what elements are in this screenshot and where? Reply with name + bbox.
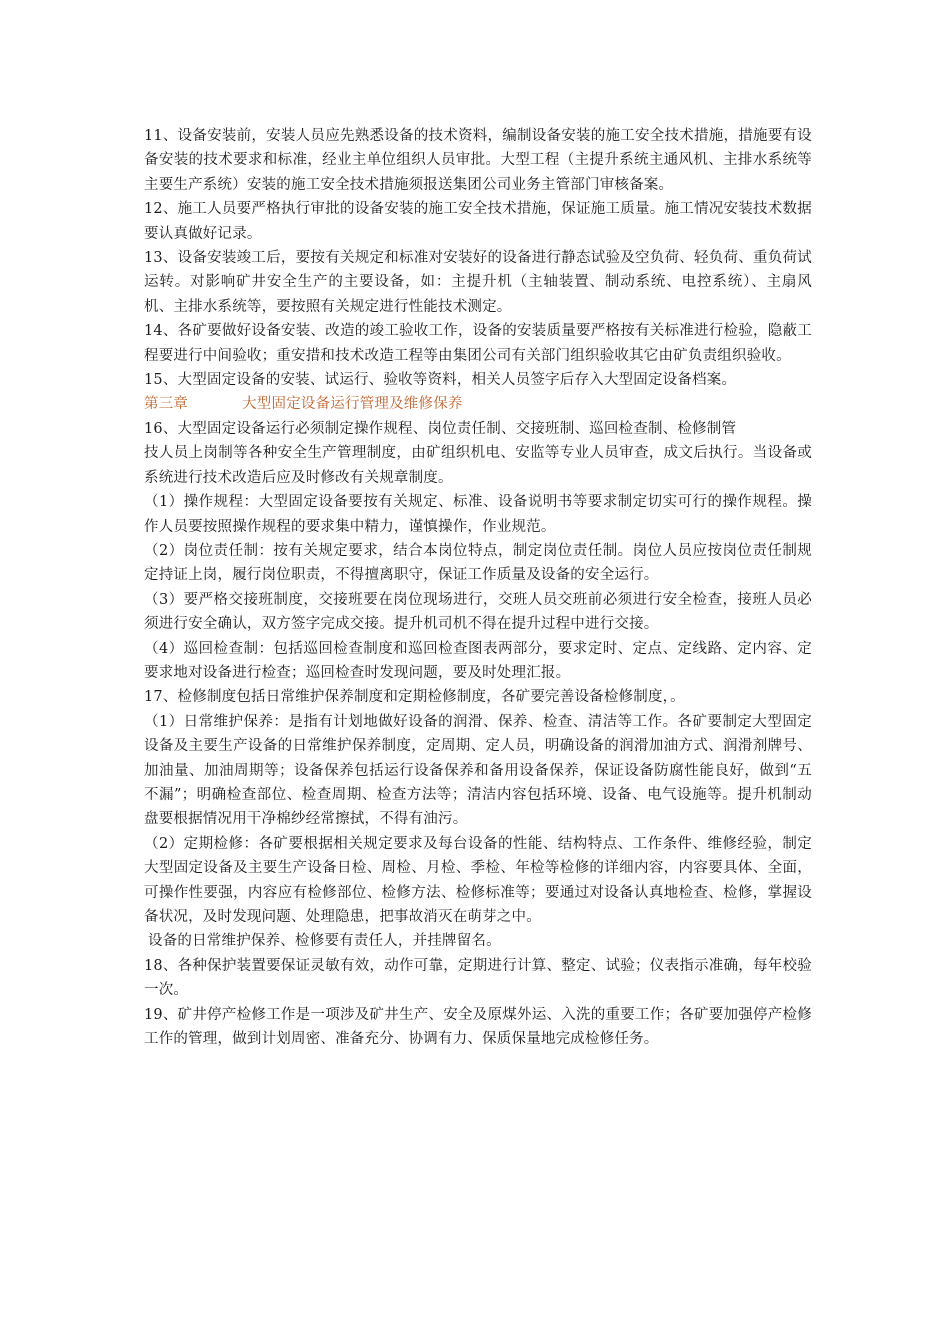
- paragraph-16-continued: 技人员上岗制等各种安全生产管理制度，由矿组织机电、安监等专业人员审查，成文后执行。当设备或系统进行技术改造后应及时修改有关规章制度。: [144, 445, 812, 486]
- paragraph-16-intro: 16、大型固定设备运行必须制定操作规程、岗位责任制、交接班制、巡回检查制、检修制管: [144, 420, 737, 437]
- paragraph-19: 19、矿井停产检修工作是一项涉及矿井生产、安全及原煤外运、入洗的重要工作；各矿要加强停产检修工作的管理，做到计划周密、准备充分、协调有力、保质保量地完成检修任务。: [144, 1006, 812, 1048]
- paragraph-12: 12、施工人员要严格执行审批的设备安装的施工安全技术措施，保证施工质量。施工情况安装技术数据要认真做好记录。: [144, 201, 812, 242]
- chapter-heading: [144, 392, 812, 416]
- paragraph-17-note: 设备的日常维护保养、检修要有责任人，并挂牌留名。: [148, 933, 501, 950]
- paragraph-18: 18、各种保护装置要保证灵敏有效，动作可靠，定期进行计算、整定、试验；仪表指示准确，每年校验一次。: [144, 957, 812, 999]
- chapter-number: 第三章: [144, 396, 189, 413]
- paragraph-16-item-4: （4）巡回检查制：包括巡回检查制度和巡回检查图表两部分，要求定时、定点、定线路、定内容、定要求地对设备进行检查；巡回检查时发现问题，要及时处理汇报。: [144, 640, 812, 681]
- paragraph-13: 13、设备安装竣工后，要按有关规定和标准对安装好的设备进行静态试验及空负荷、轻负荷、重负荷试运转。对影响矿井安全生产的主要设备，如：主提升机（主轴装置、制动系统、电控系统）、主扇风机、主排水系统等，要按照有关规定进行性能技术测定。: [144, 250, 812, 315]
- paragraph-17-item-1: （1）日常维护保养：是指有计划地做好设备的润滑、保养、检查、清洁等工作。各矿要制定大型固定设备及主要生产设备的日常维护保养制度，定周期、定人员，明确设备的润滑加油方式、润滑剂牌号、加油量、加油周期等；设备保养包括运行设备保养和备用设备保养，保证设备防腐性能良好，做到“五不漏”；明确检查部位、检查周期、检查方法等；清洁内容包括环境、设备、电气设施等。提升机制动盘要根据情况用干净棉纱经常擦拭，不得有油污。: [144, 713, 812, 828]
- paragraph-14: 14、各矿要做好设备安装、改造的竣工验收工作，设备的安装质量要严格按有关标准进行检验，隐蔽工程要进行中间验收；重安措和技术改造工程等由集团公司有关部门组织验收其它由矿负责组织验收。: [144, 323, 812, 364]
- paragraph-15: 15、大型固定设备的安装、试运行、验收等资料，相关人员签字后存入大型固定设备档案。: [144, 372, 737, 389]
- document-body: [144, 124, 812, 1051]
- chapter-title: 大型固定设备运行管理及维修保养: [242, 396, 463, 413]
- paragraph-17: 17、检修制度包括日常维护保养制度和定期检修制度，各矿要完善设备检修制度，。: [144, 689, 685, 706]
- paragraph-11: 11、设备安装前，安装人员应先熟悉设备的技术资料，编制设备安装的施工安全技术措施，措施要有设备安装的技术要求和标准，经业主单位组织人员审批。大型工程（主提升系统主通风机、主排水系统等主要生产系统）安装的施工安全技术措施须报送集团公司业务主管部门审核备案。: [144, 128, 812, 193]
- paragraph-16-item-3: （3）要严格交接班制度，交接班要在岗位现场进行，交班人员交班前必须进行安全检查，接班人员必须进行安全确认，双方签字完成交接。提升机司机不得在提升过程中进行交接。: [144, 591, 812, 633]
- paragraph-16-item-2: （2）岗位责任制：按有关规定要求，结合本岗位特点，制定岗位责任制。岗位人员应按岗位责任制规定持证上岗，履行岗位职责，不得擅离职守，保证工作质量及设备的安全运行。: [144, 542, 812, 584]
- paragraph-17-item-2: （2）定期检修：各矿要根据相关规定要求及每台设备的性能、结构特点、工作条件、维修经验，制定大型固定设备及主要生产设备日检、周检、月检、季检、年检等检修的详细内容，内容要具体、全面，可操作性要强，内容应有检修部位、检修方法、检修标准等；要通过对设备认真地检查、检修，掌握设备状况，及时发现问题、处理隐患，把事故消灭在萌芽之中。: [144, 835, 812, 925]
- paragraph-16-item-1: （1）操作规程：大型固定设备要按有关规定、标准、设备说明书等要求制定切实可行的操作规程。操作人员要按照操作规程的要求集中精力，谨慎操作，作业规范。: [144, 494, 812, 535]
